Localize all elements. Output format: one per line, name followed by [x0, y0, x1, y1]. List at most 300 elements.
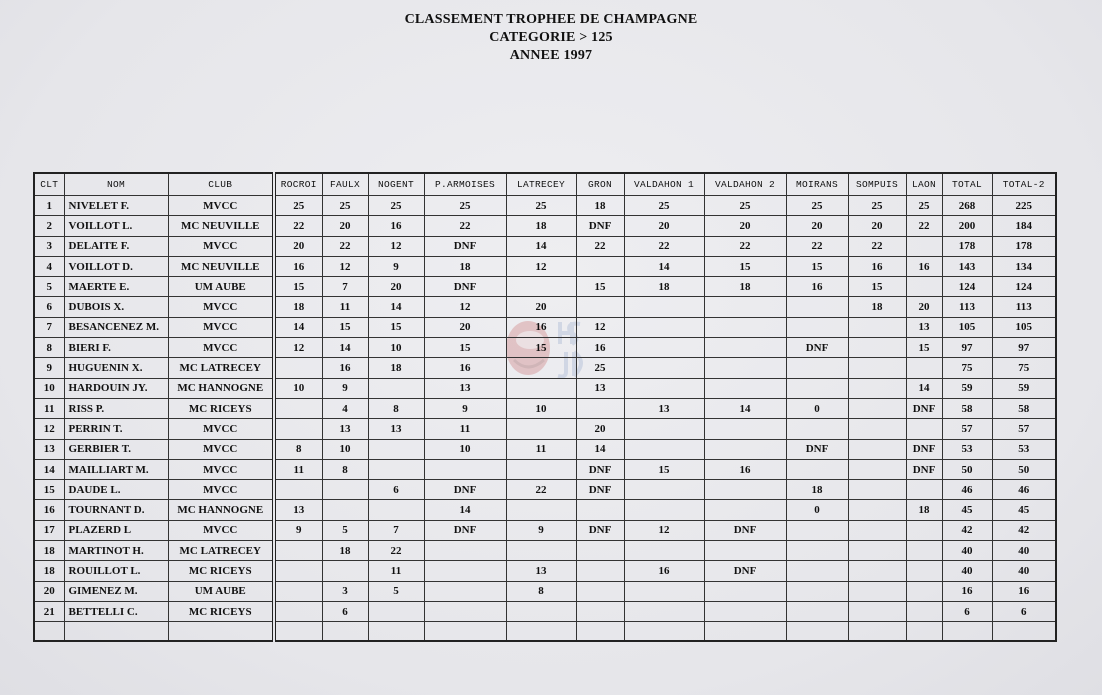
score-cell: 15 [906, 338, 942, 358]
score-cell: 14 [322, 338, 368, 358]
score-cell [576, 541, 624, 561]
score-cell [506, 378, 576, 398]
empty-cell [168, 622, 274, 642]
table-row [34, 196, 1056, 216]
score-cell: DNF [906, 439, 942, 459]
score-cell [274, 561, 322, 581]
score-cell [906, 581, 942, 601]
name-cell: NIVELET F. [64, 196, 168, 216]
column-header: NOM [64, 173, 168, 196]
name-cell: MARTINOT H. [64, 541, 168, 561]
score-cell: 45 [942, 500, 992, 520]
score-cell [704, 338, 786, 358]
score-cell: 58 [942, 398, 992, 418]
score-cell: 18 [786, 480, 848, 500]
name-cell: HARDOUIN JY. [64, 378, 168, 398]
score-cell [274, 480, 322, 500]
table-body [34, 196, 1056, 642]
score-cell: 40 [942, 541, 992, 561]
empty-cell [424, 622, 506, 642]
score-cell: 16 [368, 216, 424, 236]
table-row [34, 601, 1056, 621]
score-cell: 124 [992, 277, 1056, 297]
rank-cell: 20 [34, 581, 64, 601]
table-row [34, 459, 1056, 479]
score-cell: 12 [624, 520, 704, 540]
score-cell: 25 [848, 196, 906, 216]
score-cell [576, 256, 624, 276]
score-cell: 16 [786, 277, 848, 297]
score-cell [624, 317, 704, 337]
name-cell: PERRIN T. [64, 419, 168, 439]
score-cell: 22 [704, 236, 786, 256]
score-cell [506, 541, 576, 561]
name-cell: RISS P. [64, 398, 168, 418]
score-cell [848, 439, 906, 459]
score-cell: 20 [786, 216, 848, 236]
score-cell: 4 [322, 398, 368, 418]
score-cell: 14 [624, 256, 704, 276]
score-cell: 184 [992, 216, 1056, 236]
score-cell [704, 439, 786, 459]
empty-cell [786, 622, 848, 642]
score-cell: 97 [992, 338, 1056, 358]
column-header: LAON [906, 173, 942, 196]
score-cell [704, 581, 786, 601]
score-cell [848, 459, 906, 479]
score-cell [368, 378, 424, 398]
score-cell: 16 [942, 581, 992, 601]
score-cell: 50 [942, 459, 992, 479]
score-cell [274, 398, 322, 418]
empty-cell [322, 622, 368, 642]
score-cell [624, 581, 704, 601]
score-cell [322, 480, 368, 500]
score-cell: 11 [424, 419, 506, 439]
table-row [34, 419, 1056, 439]
club-cell: MVCC [168, 317, 274, 337]
score-cell [576, 398, 624, 418]
title-line-3: ANNEE 1997 [509, 48, 593, 63]
score-cell: 10 [368, 338, 424, 358]
score-cell: 40 [942, 561, 992, 581]
name-cell: BIERI F. [64, 338, 168, 358]
score-cell [424, 601, 506, 621]
name-cell: HUGUENIN X. [64, 358, 168, 378]
score-cell [704, 358, 786, 378]
score-cell [848, 581, 906, 601]
score-cell: 42 [942, 520, 992, 540]
empty-cell [34, 622, 64, 642]
score-cell: 20 [274, 236, 322, 256]
table-row [34, 561, 1056, 581]
score-cell: 25 [368, 196, 424, 216]
empty-cell [368, 622, 424, 642]
club-cell: MVCC [168, 480, 274, 500]
score-cell [506, 358, 576, 378]
score-cell: 8 [322, 459, 368, 479]
score-cell: 22 [906, 216, 942, 236]
score-cell [368, 439, 424, 459]
score-cell: 20 [906, 297, 942, 317]
table-row [34, 541, 1056, 561]
score-cell: 105 [992, 317, 1056, 337]
column-header: ROCROI [274, 173, 322, 196]
table-row [34, 338, 1056, 358]
score-cell: 8 [274, 439, 322, 459]
score-cell [906, 561, 942, 581]
score-cell [274, 601, 322, 621]
score-cell: 13 [424, 378, 506, 398]
score-cell: 25 [424, 196, 506, 216]
score-cell: 20 [624, 216, 704, 236]
title-line-1: CLASSEMENT TROPHEE DE CHAMPAGNE [404, 12, 698, 27]
score-cell [424, 561, 506, 581]
rank-cell: 17 [34, 520, 64, 540]
column-header: VALDAHON 2 [704, 173, 786, 196]
score-cell: 18 [848, 297, 906, 317]
score-cell: 15 [848, 277, 906, 297]
score-cell: 10 [506, 398, 576, 418]
score-cell: 15 [506, 338, 576, 358]
score-cell: 14 [274, 317, 322, 337]
score-cell: 14 [368, 297, 424, 317]
score-cell: 134 [992, 256, 1056, 276]
rank-cell: 11 [34, 398, 64, 418]
score-cell [786, 601, 848, 621]
score-cell: 11 [322, 297, 368, 317]
score-cell [624, 439, 704, 459]
name-cell: BESANCENEZ M. [64, 317, 168, 337]
name-cell: GIMENEZ M. [64, 581, 168, 601]
score-cell: 0 [786, 500, 848, 520]
score-cell: 20 [848, 216, 906, 236]
title-line-2: CATEGORIE > 125 [489, 30, 613, 45]
score-cell [576, 297, 624, 317]
score-cell [906, 541, 942, 561]
rank-cell: 18 [34, 561, 64, 581]
score-cell: DNF [906, 398, 942, 418]
score-cell [704, 480, 786, 500]
score-cell: 45 [992, 500, 1056, 520]
rank-cell: 18 [34, 541, 64, 561]
score-cell [624, 338, 704, 358]
score-cell [624, 500, 704, 520]
score-cell: 20 [576, 419, 624, 439]
score-cell: DNF [576, 216, 624, 236]
score-cell: 97 [942, 338, 992, 358]
score-cell: 124 [942, 277, 992, 297]
score-cell [786, 459, 848, 479]
score-cell: 12 [424, 297, 506, 317]
club-cell: UM AUBE [168, 277, 274, 297]
score-cell: DNF [424, 480, 506, 500]
score-cell: 50 [992, 459, 1056, 479]
score-cell: 16 [992, 581, 1056, 601]
score-cell: DNF [906, 459, 942, 479]
name-cell: BETTELLI C. [64, 601, 168, 621]
score-cell: 16 [322, 358, 368, 378]
score-cell: 18 [624, 277, 704, 297]
club-cell: MC RICEYS [168, 601, 274, 621]
club-cell: MC HANNOGNE [168, 378, 274, 398]
name-cell: VOILLOT L. [64, 216, 168, 236]
rank-cell: 16 [34, 500, 64, 520]
score-cell [848, 338, 906, 358]
score-cell: 0 [786, 398, 848, 418]
score-cell [624, 601, 704, 621]
score-cell: 178 [992, 236, 1056, 256]
score-cell [848, 541, 906, 561]
score-cell: 25 [576, 358, 624, 378]
club-cell: MC HANNOGNE [168, 500, 274, 520]
score-cell [848, 480, 906, 500]
score-cell: 46 [992, 480, 1056, 500]
score-cell: 6 [992, 601, 1056, 621]
score-cell [322, 500, 368, 520]
score-cell: 15 [576, 277, 624, 297]
rank-cell: 10 [34, 378, 64, 398]
score-cell: 12 [368, 236, 424, 256]
score-cell: DNF [786, 338, 848, 358]
score-cell [624, 358, 704, 378]
table-row [34, 480, 1056, 500]
score-cell [424, 581, 506, 601]
score-cell [786, 297, 848, 317]
score-cell [786, 419, 848, 439]
score-cell [274, 358, 322, 378]
table-row [34, 581, 1056, 601]
score-cell [424, 541, 506, 561]
column-header: MOIRANS [786, 173, 848, 196]
score-cell: 6 [368, 480, 424, 500]
score-cell: 225 [992, 196, 1056, 216]
score-cell: 53 [942, 439, 992, 459]
score-cell: 18 [322, 541, 368, 561]
score-cell: DNF [424, 277, 506, 297]
club-cell: MVCC [168, 236, 274, 256]
score-cell: 22 [624, 236, 704, 256]
score-cell: 8 [506, 581, 576, 601]
rank-cell: 1 [34, 196, 64, 216]
score-cell: 18 [274, 297, 322, 317]
score-cell [506, 500, 576, 520]
score-cell: 268 [942, 196, 992, 216]
score-cell: 7 [368, 520, 424, 540]
score-cell: 13 [274, 500, 322, 520]
score-cell: 6 [942, 601, 992, 621]
score-cell [786, 378, 848, 398]
score-cell [506, 601, 576, 621]
empty-cell [274, 622, 322, 642]
score-cell: 10 [322, 439, 368, 459]
score-cell [322, 561, 368, 581]
score-cell: DNF [424, 236, 506, 256]
rank-cell: 3 [34, 236, 64, 256]
club-cell: MVCC [168, 196, 274, 216]
score-cell: 9 [368, 256, 424, 276]
score-cell: 20 [368, 277, 424, 297]
table-row [34, 358, 1056, 378]
rank-cell: 12 [34, 419, 64, 439]
score-cell [704, 601, 786, 621]
score-cell: 22 [274, 216, 322, 236]
rank-cell: 5 [34, 277, 64, 297]
score-cell: 22 [848, 236, 906, 256]
score-cell [786, 581, 848, 601]
score-cell: 14 [906, 378, 942, 398]
score-cell: 16 [848, 256, 906, 276]
table-row [34, 277, 1056, 297]
score-cell [848, 601, 906, 621]
column-header: TOTAL [942, 173, 992, 196]
score-cell: 57 [942, 419, 992, 439]
score-cell: 7 [322, 277, 368, 297]
score-cell [704, 317, 786, 337]
score-cell: DNF [576, 520, 624, 540]
score-cell: 22 [424, 216, 506, 236]
score-cell: 18 [704, 277, 786, 297]
score-cell: 15 [368, 317, 424, 337]
empty-row [34, 622, 1056, 642]
score-cell [906, 520, 942, 540]
score-cell: 25 [506, 196, 576, 216]
score-cell [848, 520, 906, 540]
score-cell: 14 [576, 439, 624, 459]
score-cell: DNF [786, 439, 848, 459]
score-cell: 9 [424, 398, 506, 418]
score-cell: 22 [506, 480, 576, 500]
score-cell: 6 [322, 601, 368, 621]
table-row [34, 398, 1056, 418]
column-header: CLT [34, 173, 64, 196]
empty-cell [506, 622, 576, 642]
score-cell: 9 [322, 378, 368, 398]
rank-cell: 9 [34, 358, 64, 378]
name-cell: PLAZERD L [64, 520, 168, 540]
score-cell: 40 [992, 541, 1056, 561]
club-cell: MC RICEYS [168, 561, 274, 581]
score-cell: DNF [704, 520, 786, 540]
name-cell: GERBIER T. [64, 439, 168, 459]
score-cell: 25 [274, 196, 322, 216]
score-cell: 75 [942, 358, 992, 378]
score-cell: DNF [576, 480, 624, 500]
score-cell: 12 [274, 338, 322, 358]
score-cell: 10 [424, 439, 506, 459]
column-header: VALDAHON 1 [624, 173, 704, 196]
score-cell [624, 480, 704, 500]
empty-cell [848, 622, 906, 642]
name-cell: TOURNANT D. [64, 500, 168, 520]
score-cell [786, 317, 848, 337]
column-header: P.ARMOISES [424, 173, 506, 196]
empty-cell [576, 622, 624, 642]
name-cell: DAUDE L. [64, 480, 168, 500]
score-cell: 18 [424, 256, 506, 276]
table-row [34, 500, 1056, 520]
score-cell: 16 [424, 358, 506, 378]
column-header: TOTAL-2 [992, 173, 1056, 196]
empty-cell [704, 622, 786, 642]
score-cell: 3 [322, 581, 368, 601]
score-cell: 13 [506, 561, 576, 581]
score-cell [576, 601, 624, 621]
score-cell: 75 [992, 358, 1056, 378]
score-cell: 113 [942, 297, 992, 317]
rank-cell: 4 [34, 256, 64, 276]
score-cell: 40 [992, 561, 1056, 581]
name-cell: DUBOIS X. [64, 297, 168, 317]
score-cell: 18 [368, 358, 424, 378]
score-cell: 143 [942, 256, 992, 276]
score-cell: 105 [942, 317, 992, 337]
score-cell: 16 [624, 561, 704, 581]
results-table [33, 172, 1057, 642]
score-cell [274, 541, 322, 561]
score-cell: 59 [992, 378, 1056, 398]
score-cell: 15 [424, 338, 506, 358]
score-cell [624, 297, 704, 317]
score-cell: 200 [942, 216, 992, 236]
score-cell: 11 [368, 561, 424, 581]
score-cell [906, 277, 942, 297]
score-cell: 12 [322, 256, 368, 276]
score-cell [848, 500, 906, 520]
score-cell: DNF [704, 561, 786, 581]
score-cell [506, 277, 576, 297]
name-cell: DELAITE F. [64, 236, 168, 256]
name-cell: VOILLOT D. [64, 256, 168, 276]
score-cell [786, 561, 848, 581]
table-row [34, 297, 1056, 317]
score-cell [274, 419, 322, 439]
score-cell: 11 [506, 439, 576, 459]
score-cell [848, 358, 906, 378]
score-cell: 9 [506, 520, 576, 540]
table-row [34, 317, 1056, 337]
name-cell: MAILLIART M. [64, 459, 168, 479]
score-cell [704, 541, 786, 561]
score-cell: 25 [624, 196, 704, 216]
score-cell: 20 [322, 216, 368, 236]
score-cell [786, 520, 848, 540]
score-cell: 9 [274, 520, 322, 540]
score-cell: 18 [906, 500, 942, 520]
rank-cell: 13 [34, 439, 64, 459]
score-cell: 13 [576, 378, 624, 398]
club-cell: MC LATRECEY [168, 358, 274, 378]
score-cell: 14 [704, 398, 786, 418]
table-row [34, 439, 1056, 459]
score-cell [624, 541, 704, 561]
rank-cell: 8 [34, 338, 64, 358]
score-cell: 15 [274, 277, 322, 297]
score-cell [786, 358, 848, 378]
score-cell: 16 [704, 459, 786, 479]
score-cell: 15 [322, 317, 368, 337]
score-cell: 53 [992, 439, 1056, 459]
score-cell [848, 419, 906, 439]
score-cell [786, 541, 848, 561]
score-cell: 16 [906, 256, 942, 276]
empty-cell [992, 622, 1056, 642]
score-cell [848, 398, 906, 418]
score-cell: 18 [576, 196, 624, 216]
score-cell: 18 [506, 216, 576, 236]
score-cell: 10 [274, 378, 322, 398]
score-cell: 15 [624, 459, 704, 479]
